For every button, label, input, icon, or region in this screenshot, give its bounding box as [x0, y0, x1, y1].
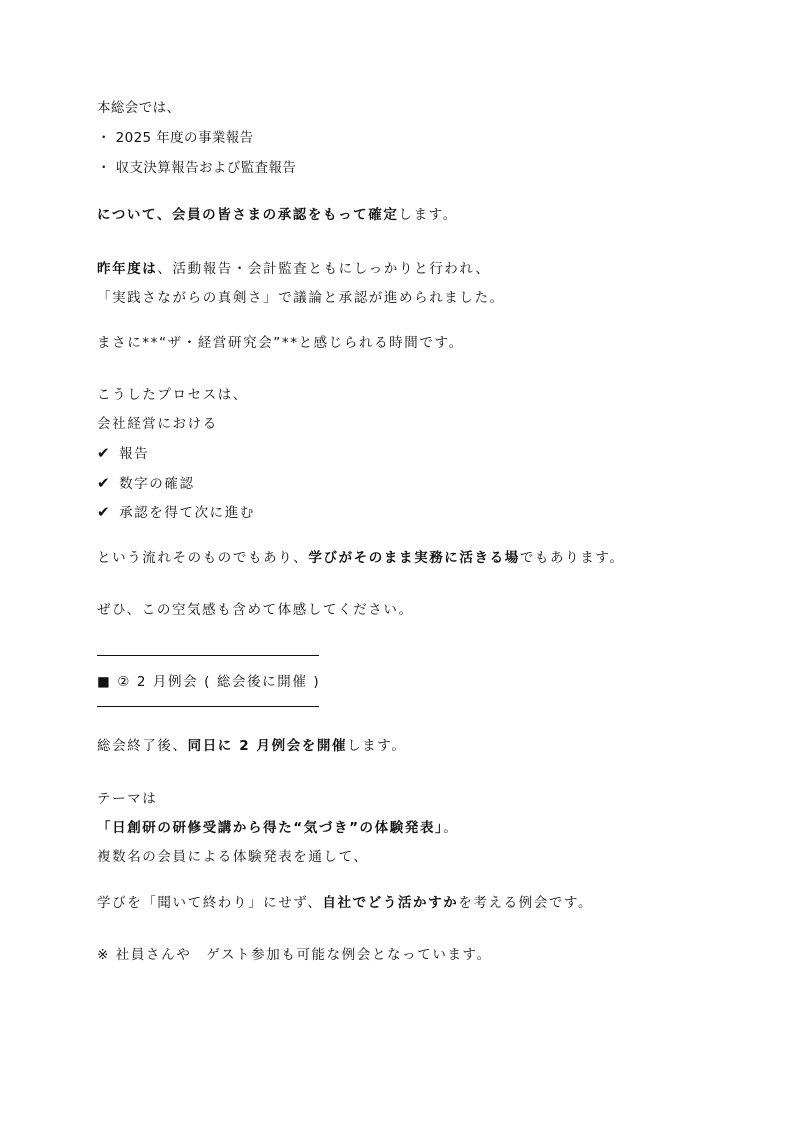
- last-year-line-3: まさに**“ザ・経営研究会”**と感じられる時間です。: [97, 335, 464, 351]
- approval-text-a: について、: [97, 207, 172, 223]
- summary-text-c: でもあります。: [519, 550, 625, 566]
- theme-label: テーマは: [97, 791, 158, 807]
- last-year-line-1: [97, 260, 490, 278]
- check-item-1: [97, 444, 149, 463]
- learning-text-a: 学びを「聞いて終わり」にせず、: [97, 895, 323, 911]
- approval-text-b: 会員の皆さまの承認をもって確定: [171, 207, 399, 223]
- check-icon: ✔: [97, 444, 112, 462]
- theme-description: 複数名の会員による体験発表を通して、: [97, 849, 369, 865]
- bullet-financial-report: ・ 収支決算報告および監査報告: [97, 160, 297, 176]
- learning-text-c: を考える例会です。: [458, 895, 594, 911]
- divider-bottom: [97, 706, 319, 707]
- check-item-3: [97, 503, 255, 522]
- section-2-intro-c: します。: [347, 738, 407, 754]
- section-2-heading: ■ ② 2 月例会 ( 総会後に開催 ): [97, 674, 321, 690]
- last-year-line-2: 「実践さながらの真剣さ」で議論と承認が進められました。: [97, 290, 505, 306]
- section-2-intro-a: 総会終了後、: [97, 738, 188, 754]
- section-2-intro-b: 同日に 2 月例会を開催: [187, 738, 348, 754]
- approval-sentence: [97, 206, 458, 224]
- summary-text-b: 学びがそのまま実務に活きる場: [308, 550, 520, 566]
- last-year-lead: 昨年度は: [97, 261, 158, 277]
- check-item-label: 承認を得て次に進む: [119, 505, 255, 521]
- process-summary: [97, 549, 624, 567]
- process-line-1: こうしたプロセスは、: [97, 387, 248, 403]
- theme-title: [97, 819, 459, 837]
- bullet-business-report: ・ 2025 年度の事業報告: [97, 130, 254, 146]
- check-icon: ✔: [97, 474, 112, 492]
- theme-title-end: 。: [443, 820, 459, 836]
- divider-top: [97, 655, 319, 656]
- learning-text-b: 自社でどう活かすか: [322, 895, 459, 911]
- check-icon: ✔: [97, 503, 112, 521]
- learning-sentence: [97, 894, 593, 912]
- invite-line: ぜひ、この空気感も含めて体感してください。: [97, 602, 414, 618]
- section-2-intro: [97, 737, 406, 755]
- check-item-label: 数字の確認: [119, 476, 195, 492]
- process-line-2: 会社経営における: [97, 416, 218, 432]
- last-year-rest: 、活動報告・会計監査ともにしっかりと行われ、: [157, 261, 491, 277]
- intro-line: 本総会では、: [97, 100, 181, 116]
- check-item-label: 報告: [119, 446, 150, 462]
- approval-text-c: します。: [398, 207, 458, 223]
- guest-note: ※ 社員さんや ゲスト参加も可能な例会となっています。: [97, 947, 492, 963]
- check-item-2: [97, 474, 195, 493]
- theme-title-text: 「日創研の研修受講から得た“気づき”の体験発表」: [97, 820, 444, 836]
- summary-text-a: という流れそのものでもあり、: [97, 550, 309, 566]
